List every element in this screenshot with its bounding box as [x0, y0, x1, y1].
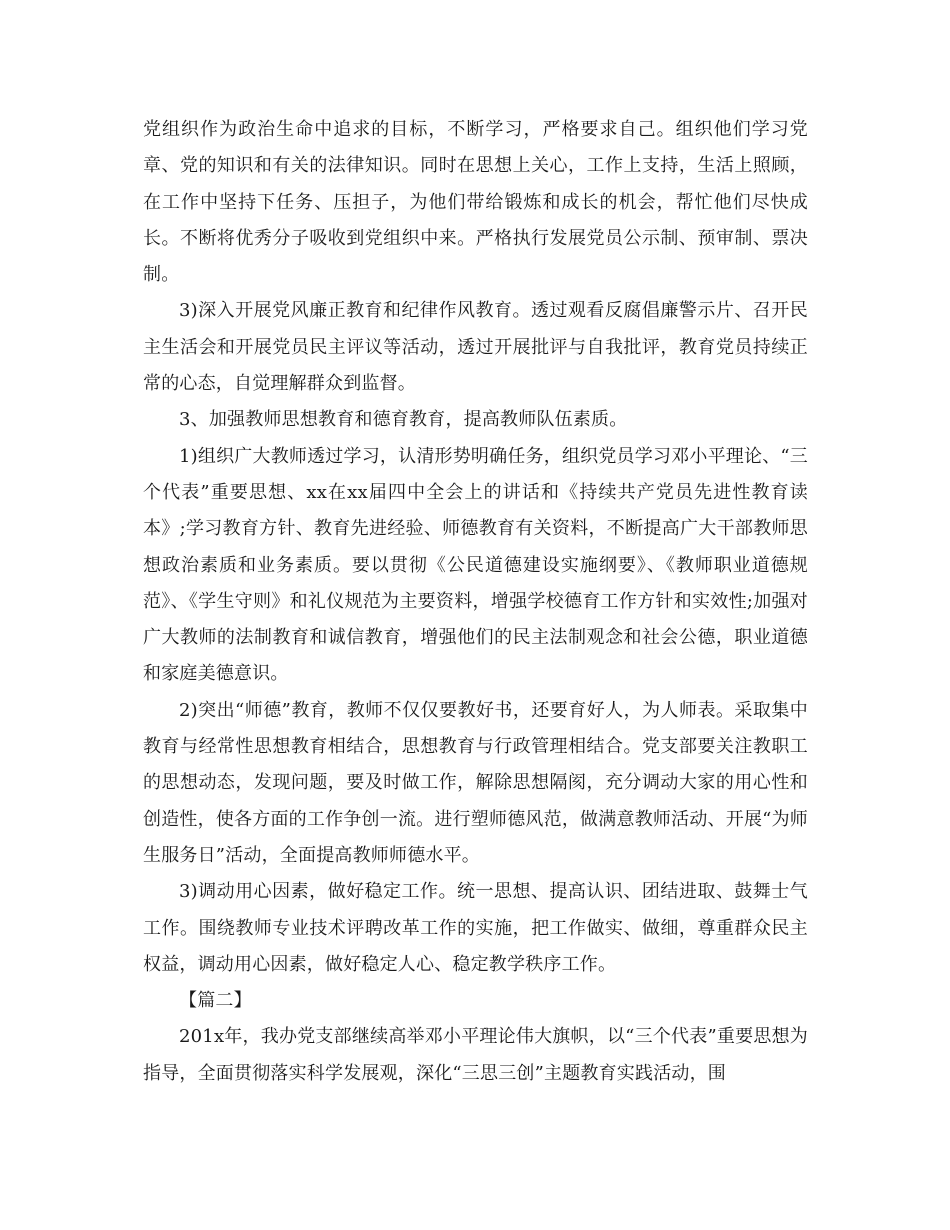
paragraph-4: 1)组织广大教师透过学习，认清形势明确任务，组织党员学习邓小平理论、“三个代表”重要思想、xx在xx届四中全会上的讲话和《持续共产党员先进性教育读本》;学习教育方针、教育先进经验、师德教育有关资料，不断提高广大干部教师思想政治素质和业务素质。要以贯彻《公民道德建设实施纲要》、《教师职业道德规范》、《学生守则》和礼仪规范为主要资料，增强学校德育工作方针和实效性;加强对广大教师的法制教育和诚信教育，增强他们的民主法制观念和社会公德，职业道德和家庭美德意识。: [143, 445, 808, 685]
paragraph-3: 3、加强教师思想教育和德育教育，提高教师队伍素质。: [179, 409, 628, 431]
document-body: [143, 112, 808, 1092]
section-heading: 【篇二】: [179, 990, 252, 1012]
paragraph-6: 3)调动用心因素，做好稳定工作。统一思想、提高认识、团结进取、鼓舞士气工作。围绕教师专业技术评聘改革工作的实施，把工作做实、做细，尊重群众民主权益，调动用心因素，做好稳定人心、稳定教学秩序工作。: [143, 881, 808, 975]
paragraph-1: 党组织作为政治生命中追求的目标，不断学习，严格要求自己。组织他们学习党章、党的知识和有关的法律知识。同时在思想上关心，工作上支持，生活上照顾，在工作中坚持下任务、压担子，为他们带给锻炼和成长的机会，帮忙他们尽快成长。不断将优秀分子吸收到党组织中来。严格执行发展党员公示制、预审制、票决制。: [143, 119, 808, 286]
paragraph-7: 201x年，我办党支部继续高举邓小平理论伟大旗帜，以“三个代表”重要思想为指导，全面贯彻落实科学发展观，深化“三思三创”主题教育实践活动，围: [143, 1026, 808, 1084]
paragraph-2: 3)深入开展党风廉正教育和纪律作风教育。透过观看反腐倡廉警示片、召开民主生活会和开展党员民主评议等活动，透过开展批评与自我批评，教育党员持续正常的心态，自觉理解群众到监督。: [143, 300, 808, 395]
paragraph-5: 2)突出“师德”教育，教师不仅仅要教好书，还要育好人，为人师表。采取集中教育与经常性思想教育相结合，思想教育与行政管理相结合。党支部要关注教职工的思想动态，发现问题，要及时做工作，解除思想隔阂，充分调动大家的用心性和创造性，使各方面的工作争创一流。进行塑师德风范，做满意教师活动、开展“为师生服务日”活动，全面提高教师师德水平。: [143, 699, 808, 866]
